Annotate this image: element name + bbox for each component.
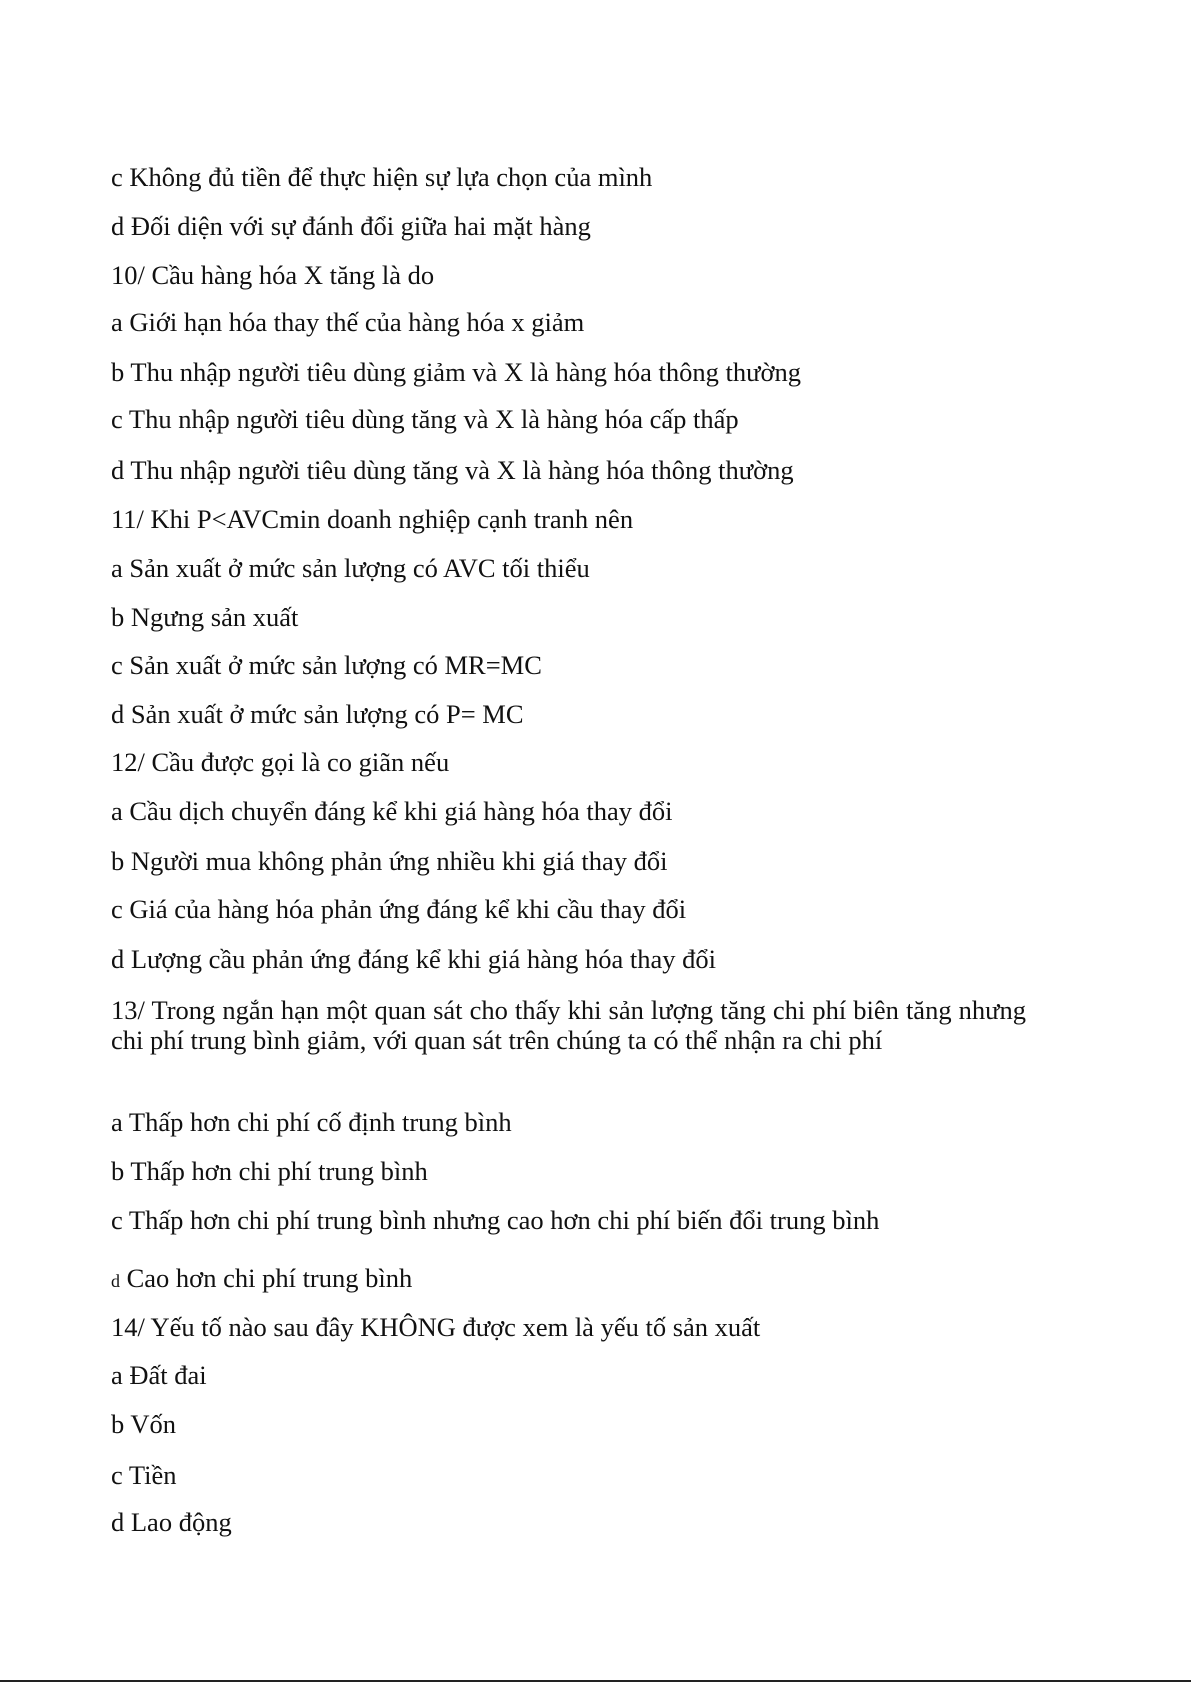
question-13: 13/ Trong ngắn hạn một quan sát cho thấy khi sản lượng tăng chi phí biên tăng nhưng chi phí trung bình giảm, với quan sát trên chúng ta có thể nhận ra chi phí <box>111 995 1026 1055</box>
option-line: d Đối diện với sự đánh đổi giữa hai mặt hàng <box>111 211 591 241</box>
option-line: a Sản xuất ở mức sản lượng có AVC tối thiểu <box>111 553 590 583</box>
option-line: a Cầu dịch chuyển đáng kể khi giá hàng hóa thay đổi <box>111 796 673 826</box>
option-line: d Sản xuất ở mức sản lượng có P= MC <box>111 699 524 729</box>
option-line: a Đất đai <box>111 1360 207 1390</box>
option-line: c Thu nhập người tiêu dùng tăng và X là hàng hóa cấp thấp <box>111 404 739 434</box>
option-line: b Vốn <box>111 1409 177 1439</box>
option-line: b Người mua không phản ứng nhiều khi giá thay đổi <box>111 846 668 876</box>
option-line <box>111 1262 412 1297</box>
option-letter: d <box>111 1271 120 1291</box>
option-line: d Thu nhập người tiêu dùng tăng và X là hàng hóa thông thường <box>111 455 794 485</box>
option-line: c Sản xuất ở mức sản lượng có MR=MC <box>111 650 542 680</box>
question-14: 14/ Yếu tố nào sau đây KHÔNG được xem là yếu tố sản xuất <box>111 1312 761 1342</box>
question-10: 10/ Cầu hàng hóa X tăng là do <box>111 260 435 290</box>
option-line: a Thấp hơn chi phí cố định trung bình <box>111 1107 512 1137</box>
option-line: a Giới hạn hóa thay thế của hàng hóa x giảm <box>111 307 585 337</box>
question-11: 11/ Khi P<AVCmin doanh nghiệp cạnh tranh nên <box>111 504 634 534</box>
option-line: c Không đủ tiền để thực hiện sự lựa chọn của mình <box>111 162 653 192</box>
option-line: b Thu nhập người tiêu dùng giảm và X là hàng hóa thông thường <box>111 357 801 387</box>
page-bottom-rule <box>0 1680 1191 1682</box>
question-12: 12/ Cầu được gọi là co giãn nếu <box>111 747 450 777</box>
option-line: d Lượng cầu phản ứng đáng kể khi giá hàng hóa thay đổi <box>111 944 716 974</box>
option-line: d Lao động <box>111 1507 232 1537</box>
option-line: c Thấp hơn chi phí trung bình nhưng cao hơn chi phí biến đổi trung bình <box>111 1205 880 1235</box>
option-text: Cao hơn chi phí trung bình <box>126 1263 413 1293</box>
option-line: b Ngưng sản xuất <box>111 602 299 632</box>
option-line: c Tiền <box>111 1460 177 1490</box>
option-line: b Thấp hơn chi phí trung bình <box>111 1156 428 1186</box>
option-line: c Giá của hàng hóa phản ứng đáng kể khi cầu thay đổi <box>111 894 687 924</box>
